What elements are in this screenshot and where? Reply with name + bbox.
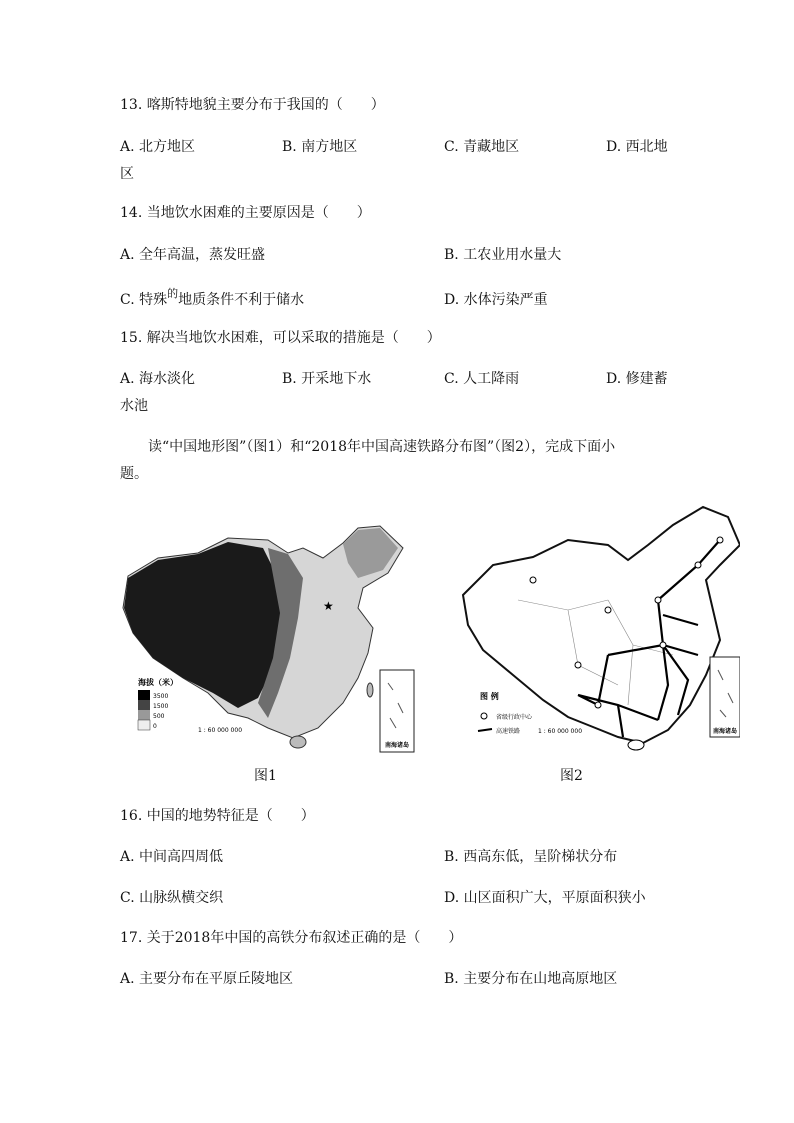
legend-railway-symbol <box>478 729 492 731</box>
hainan-island-fig2 <box>628 740 644 750</box>
q14-option-a[interactable]: A. 全年高温，蒸发旺盛 <box>120 247 266 263</box>
q13-option-d-wrap: 区 <box>120 166 134 182</box>
q17-option-a[interactable]: A. 主要分布在平原丘陵地区 <box>120 971 294 987</box>
legend-swatch-0 <box>138 720 150 730</box>
legend-swatch-500 <box>138 710 150 720</box>
q17-option-b[interactable]: B. 主要分布在山地高原地区 <box>444 971 618 987</box>
q16-option-a[interactable]: A. 中间高四周低 <box>120 849 224 865</box>
q16-option-c[interactable]: C. 山脉纵横交织 <box>120 890 224 906</box>
q15-option-c[interactable]: C. 人工降雨 <box>444 371 520 387</box>
q14-option-c-rest: 地质条件不利于储水 <box>178 292 305 308</box>
figure2-railway-map <box>458 505 740 758</box>
q14-option-c[interactable] <box>120 287 305 311</box>
q14-option-c-prefix: C. 特殊 <box>120 292 168 308</box>
beijing-star-icon: ★ <box>323 599 334 613</box>
figure1-terrain-map <box>118 518 416 758</box>
q16-option-d[interactable]: D. 山区面积广大，平原面积狭小 <box>444 890 646 906</box>
q15-option-b[interactable]: B. 开采地下水 <box>282 371 372 387</box>
legend-swatch-1500 <box>138 700 150 710</box>
fig1-inset-label: 南海诸岛 <box>384 742 410 749</box>
q13-option-a[interactable]: A. 北方地区 <box>120 139 196 155</box>
fig1-legend-title: 海拔（米） <box>138 678 178 687</box>
q15-option-d-wrap: 水池 <box>120 398 148 414</box>
fig2-legend-item-2: 高速铁路 <box>496 728 521 735</box>
q14-option-b[interactable]: B. 工农业用水量大 <box>444 247 562 263</box>
fig1-scale: 1 : 60 000 000 <box>198 727 243 734</box>
q16-stem: 16. 中国的地势特征是（ ） <box>120 808 315 824</box>
fig1-legend-value-4: 0 <box>153 723 157 730</box>
fig1-legend-value-2: 1500 <box>153 703 169 710</box>
q15-stem: 15. 解决当地饮水困难，可以采取的措施是（ ） <box>120 330 441 346</box>
fig2-inset-box <box>710 657 740 737</box>
intro-line-2: 题。 <box>120 466 148 482</box>
q15-option-a[interactable]: A. 海水淡化 <box>120 371 196 387</box>
fig2-scale: 1 : 60 000 000 <box>538 728 583 735</box>
q14-option-c-sup: 的 <box>167 287 179 300</box>
q14-option-d[interactable]: D. 水体污染严重 <box>444 292 548 308</box>
intro-line-1: 读“中国地形图”（图1）和“2018年中国高速铁路分布图”（图2），完成下面小 <box>148 439 616 455</box>
fig2-legend-title: 图 例 <box>480 692 499 701</box>
figure1-caption: 图1 <box>254 768 277 784</box>
q16-option-b[interactable]: B. 西高东低，呈阶梯状分布 <box>444 849 618 865</box>
q17-stem: 17. 关于2018年中国的高铁分布叙述正确的是（ ） <box>120 930 463 946</box>
figure2-caption: 图2 <box>560 768 583 784</box>
fig2-legend-item-1: 省级行政中心 <box>496 714 533 721</box>
q13-option-c[interactable]: C. 青藏地区 <box>444 139 520 155</box>
china-outline-fig2 <box>463 507 740 743</box>
q13-option-b[interactable]: B. 南方地区 <box>282 139 358 155</box>
taiwan-island <box>367 683 373 697</box>
fig1-legend-value-3: 500 <box>153 713 165 720</box>
legend-capital-symbol <box>481 713 487 719</box>
fig1-inset-box <box>380 670 414 752</box>
hainan-island <box>290 736 306 748</box>
q14-stem: 14. 当地饮水困难的主要原因是（ ） <box>120 205 371 221</box>
q13-stem: 13. 喀斯特地貌主要分布于我国的（ ） <box>120 97 385 113</box>
q13-option-d[interactable]: D. 西北地 <box>606 139 668 155</box>
fig1-legend-value-1: 3500 <box>153 693 169 700</box>
q15-option-d[interactable]: D. 修建蓄 <box>606 371 668 387</box>
legend-swatch-3500 <box>138 690 150 700</box>
fig2-inset-label: 南海诸岛 <box>712 728 738 735</box>
